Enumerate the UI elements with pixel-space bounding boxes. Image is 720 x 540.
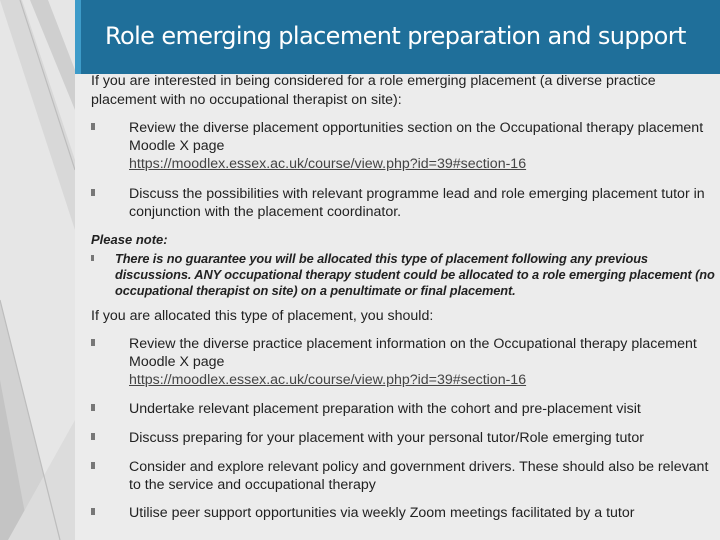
list-item <box>91 458 715 494</box>
bullet-icon <box>91 462 95 469</box>
bullet-icon <box>91 255 94 261</box>
list-item <box>91 335 715 389</box>
content-area <box>91 72 715 522</box>
intro-paragraph: If you are interested in being considered for a role emerging placement (a diverse practice placement with no occupational therapist on site): <box>91 73 656 108</box>
list-item <box>91 400 715 418</box>
list-item-text: Review the diverse practice placement information on the Occupational therapy placement Moodle X page <box>129 336 697 370</box>
note-item <box>91 251 715 299</box>
list-item-text: Consider and explore relevant policy and government drivers. These should also be relevant to the service and occupational therapy <box>129 459 709 493</box>
bullet-icon <box>91 189 95 196</box>
list-item <box>91 429 715 447</box>
list-item <box>91 504 715 522</box>
moodle-link[interactable]: https://moodlex.essex.ac.uk/course/view.php?id=39#section-16 <box>129 372 527 388</box>
bullet-icon <box>91 508 95 515</box>
note-list <box>91 251 715 299</box>
list-item-text: Utilise peer support opportunities via weekly Zoom meetings facilitated by a tutor <box>129 505 635 521</box>
slide-title: Role emerging placement preparation and support <box>105 22 686 50</box>
list-item-text: Undertake relevant placement preparation with the cohort and pre-placement visit <box>129 401 641 417</box>
title-bar <box>75 0 720 74</box>
list-item-text: Discuss the possibilities with relevant programme lead and role emerging placement tutor in conjunction with the placement coordinator. <box>129 186 705 220</box>
moodle-link[interactable]: https://moodlex.essex.ac.uk/course/view.php?id=39#section-16 <box>129 156 527 172</box>
list-item <box>91 119 715 173</box>
left-decoration <box>0 0 75 540</box>
note-heading: Please note: <box>91 232 168 247</box>
intro-bullet-list <box>91 119 715 221</box>
allocated-bullet-list <box>91 335 715 522</box>
list-item-text: Review the diverse placement opportunities section on the Occupational therapy placement Moodle X page <box>129 120 704 154</box>
bullet-icon <box>91 339 95 346</box>
note-text: There is no guarantee you will be allocated this type of placement following any previous discussions. ANY occupational therapy student could be allocated to a role emerging placement (no occupational therapist on site) on a penultimate or final placement. <box>115 251 715 298</box>
bullet-icon <box>91 433 95 440</box>
list-item-text: Discuss preparing for your placement with your personal tutor/Role emerging tutor <box>129 430 644 446</box>
allocated-intro: If you are allocated this type of placement, you should: <box>91 308 434 324</box>
list-item <box>91 185 715 221</box>
bullet-icon <box>91 123 95 130</box>
bullet-icon <box>91 404 95 411</box>
